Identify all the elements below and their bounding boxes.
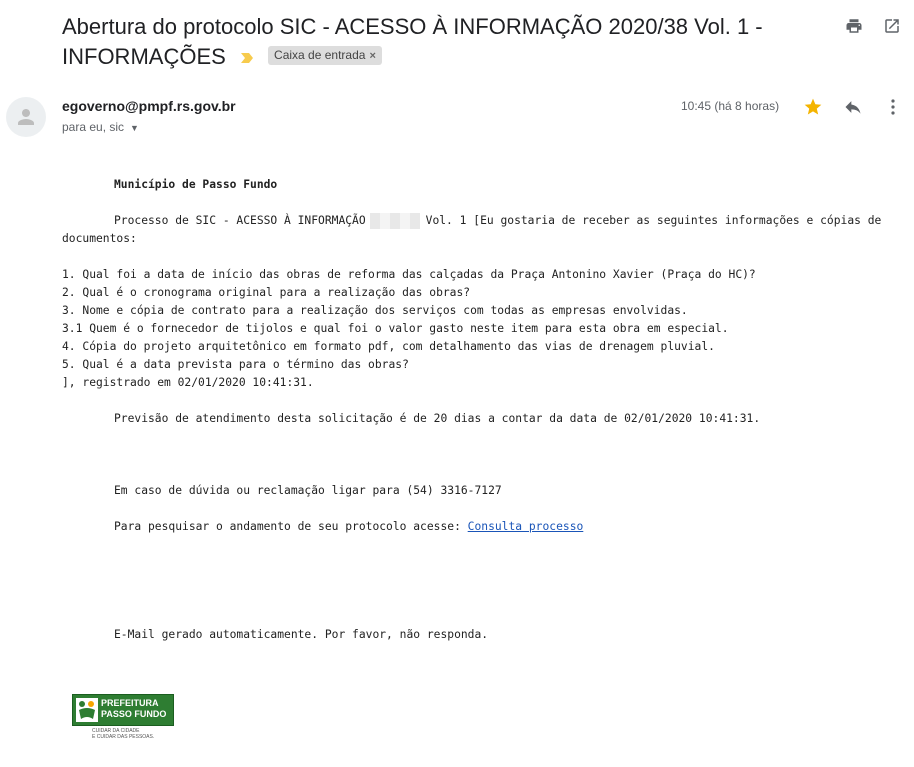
print-icon xyxy=(845,17,863,35)
star-icon[interactable] xyxy=(803,97,823,117)
consulta-processo-link[interactable]: Consulta processo xyxy=(467,520,584,533)
process-suffix: Vol. 1 [Eu gostaria de receber as seguintes informações e cópias de xyxy=(425,214,882,227)
logo-tagline2: E CUIDAR DAS PESSOAS. xyxy=(92,734,155,740)
body-greeting: Município de Passo Fundo xyxy=(114,178,278,191)
logo-mark-icon xyxy=(76,698,98,722)
body-auto-notice: E-Mail gerado automaticamente. Por favor, não responda. xyxy=(114,628,489,641)
open-in-new-window-button[interactable] xyxy=(882,16,902,36)
process-prefix: Processo de SIC - ACESSO À INFORMAÇÃO xyxy=(114,214,366,227)
logo-tagline1: CUIDAR DA CIDADE xyxy=(92,728,140,734)
sender-email[interactable]: egoverno@pmpf.rs.gov.br xyxy=(62,98,236,114)
prefeitura-logo xyxy=(72,694,172,744)
email-subject xyxy=(62,12,782,72)
body-process-line xyxy=(62,212,882,230)
logo-text xyxy=(101,698,166,720)
remove-label-icon[interactable]: × xyxy=(369,49,376,62)
logo-line2: PASSO FUNDO xyxy=(101,709,167,719)
avatar[interactable] xyxy=(6,97,46,137)
open-in-new-icon xyxy=(883,17,901,35)
print-button[interactable] xyxy=(844,16,864,36)
inbox-label-chip[interactable] xyxy=(268,46,382,65)
body-search-line xyxy=(62,518,882,536)
recipient-text: para eu, sic xyxy=(62,120,125,134)
person-icon xyxy=(14,105,38,129)
more-vert-icon[interactable] xyxy=(885,97,901,117)
list-item: 4. Cópia do projeto arquitetônico em formato pdf, com detalhamento das vias de drenagem pluvial. xyxy=(62,340,715,353)
chevron-down-icon[interactable]: ▼ xyxy=(130,123,139,133)
thread-actions xyxy=(844,16,902,36)
body-contact: Em caso de dúvida ou reclamação ligar para (54) 3316-7127 xyxy=(114,484,502,497)
message-body xyxy=(62,176,882,644)
list-item: 2. Qual é o cronograma original para a realização das obras? xyxy=(62,286,471,299)
reply-icon[interactable] xyxy=(842,97,864,117)
logo-tagline xyxy=(92,728,154,740)
body-process-cont: documentos: xyxy=(62,232,137,245)
search-prefix: Para pesquisar o andamento de seu protocolo acesse: xyxy=(114,520,468,533)
recipient-line[interactable] xyxy=(62,120,139,134)
list-item: ], registrado em 02/01/2020 10:41:31. xyxy=(62,376,314,389)
inbox-label-text: Caixa de entrada xyxy=(274,47,366,62)
message-time: 10:45 (há 8 horas) xyxy=(681,99,780,113)
list-item: 1. Qual foi a data de início das obras de reforma das calçadas da Praça Antonino Xavier (Praça do HC)? xyxy=(62,268,756,281)
list-item: 3. Nome e cópia de contrato para a realização dos serviços com todas as empresas envolvidas. xyxy=(62,304,688,317)
logo-line1: PREFEITURA xyxy=(101,698,159,708)
redacted-area xyxy=(370,213,420,229)
label-important-icon[interactable] xyxy=(240,51,254,65)
logo-box xyxy=(72,694,174,726)
list-item: 5. Qual é a data prevista para o término das obras? xyxy=(62,358,409,371)
body-forecast: Previsão de atendimento desta solicitação é de 20 dias a contar da data de 02/01/2020 10:41:31. xyxy=(114,412,761,425)
subject-title: Abertura do protocolo SIC - ACESSO À INFORMAÇÃO 2020/38 Vol. 1 - INFORMAÇÕES xyxy=(62,14,763,69)
list-item: 3.1 Quem é o fornecedor de tijolos e qual foi o valor gasto neste item para esta obra em especial. xyxy=(62,322,729,335)
